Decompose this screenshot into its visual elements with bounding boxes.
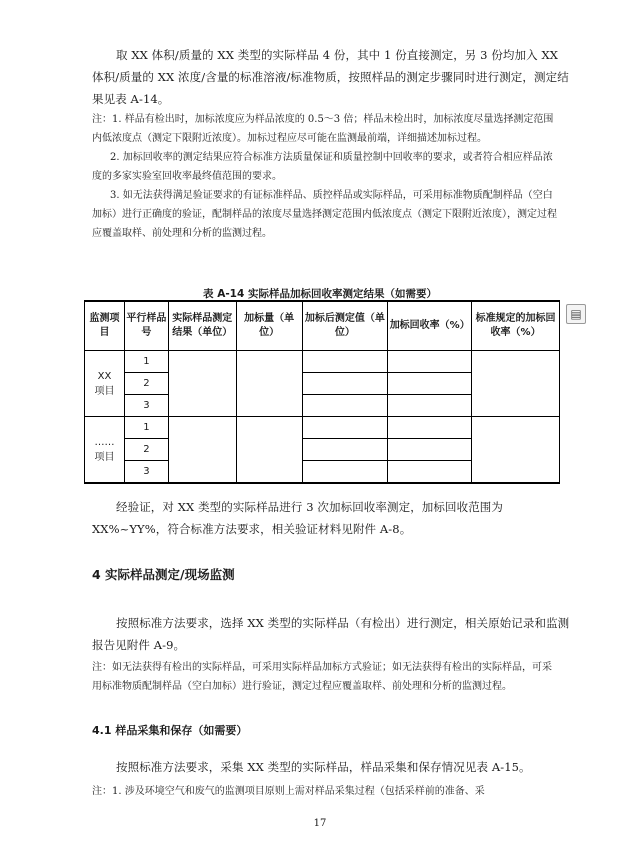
table-header-row [85,301,560,351]
sample-number: 3 [124,461,168,484]
spike-amount-cell [236,351,302,417]
group-cell-other [85,417,125,484]
group-name: …… [94,436,115,448]
header-recovery-rate: 加标回收率（%） [388,301,472,351]
standard-recovery-cell [472,417,560,484]
text-view-icon[interactable]: ▤ [566,304,586,324]
notes-block-1 [92,110,558,243]
group-name-suffix: 项目 [94,451,115,463]
standard-recovery-cell [472,351,560,417]
section-4-heading: 4 实际样品测定/现场监测 [92,567,235,582]
sample-number: 1 [124,417,168,439]
actual-result-cell [168,417,236,484]
sample-number: 2 [124,439,168,461]
sample-number: 2 [124,373,168,395]
sample-number: 1 [124,351,168,373]
header-actual-result: 实际样品测定结果（单位） [168,301,236,351]
table-title: 表 A-14 实际样品加标回收率测定结果（如需要） [203,288,437,300]
group-name-suffix: 项目 [94,385,115,397]
page-number: 17 [313,818,327,829]
after-spike-cell [302,395,388,417]
intro-paragraph: 取 XX 体积/质量的 XX 类型的实际样品 4 份，其中 1 份直接测定，另 3 份均加入 XX 体积/质量的 XX 浓度/含量的标准溶液/标准物质，按照样品的测定步骤同时进行测定，测定结果见表 A-14。 [92,48,569,106]
actual-result-cell [168,351,236,417]
section-4-paragraph: 按照标准方法要求，选择 XX 类型的实际样品（有检出）进行测定，相关原始记录和监测报告见附件 A-9。 [92,616,570,652]
header-monitoring-item: 监测项目 [85,301,125,351]
section-4-1-paragraph: 按照标准方法要求，采集 XX 类型的实际样品，样品采集和保存情况见表 A-15。 [116,760,531,774]
table-row [85,417,560,439]
recovery-cell [388,461,472,484]
sample-number: 3 [124,395,168,417]
note-2: 2. 加标回收率的测定结果应符合标准方法质量保证和质量控制中回收率的要求，或者符合相应样品浓度的多家实验室回收率最终值范围的要求。 [92,152,553,182]
section-4-1-heading: 4.1 样品采集和保存（如需要） [92,724,248,737]
recovery-cell [388,417,472,439]
note-3: 3. 如无法获得满足验证要求的有证标准样品、质控样品或实际样品，可采用标准物质配制样品（空白加标）进行正确度的验证，配制样品的浓度尽量选择测定范围内低浓度点（测定下限附近浓度），测定过程应覆盖取样、前处理和分析的监测过程。 [92,190,557,239]
recovery-cell [388,439,472,461]
section-4-1-note: 注：1. 涉及环境空气和废气的监测项目原则上需对样品采集过程（包括采样前的准备、采 [92,786,485,797]
header-after-spike: 加标后测定值（单位） [302,301,388,351]
after-spike-cell [302,373,388,395]
header-parallel-sample: 平行样品号 [124,301,168,351]
spike-amount-cell [236,417,302,484]
recovery-table [84,300,560,484]
header-spike-amount: 加标量（单位） [236,301,302,351]
conclusion-paragraph: 经验证，对 XX 类型的实际样品进行 3 次加标回收率测定，加标回收范围为 XX%~YY%，符合标准方法要求，相关验证材料见附件 A-8。 [92,500,504,536]
recovery-cell [388,395,472,417]
after-spike-cell [302,461,388,484]
header-standard-recovery: 标准规定的加标回收率（%） [472,301,560,351]
table-row [85,351,560,373]
recovery-cell [388,373,472,395]
group-cell-xx [85,351,125,417]
section-4-note: 注：如无法获得有检出的实际样品，可采用实际样品加标方式验证；如无法获得有检出的实际样品，可采用标准物质配制样品（空白加标）进行验证，测定过程应覆盖取样、前处理和分析的监测过程。 [92,662,552,692]
after-spike-cell [302,417,388,439]
recovery-cell [388,351,472,373]
note-1: 注：1. 样品有检出时，加标浓度应为样品浓度的 0.5～3 倍；样品未检出时，加标浓度尽量选择测定范围内低浓度点（测定下限附近浓度）。加标过程应尽可能在监测最前端，详细描述加标过程。 [92,114,554,144]
after-spike-cell [302,351,388,373]
group-name: XX [97,370,112,382]
after-spike-cell [302,439,388,461]
